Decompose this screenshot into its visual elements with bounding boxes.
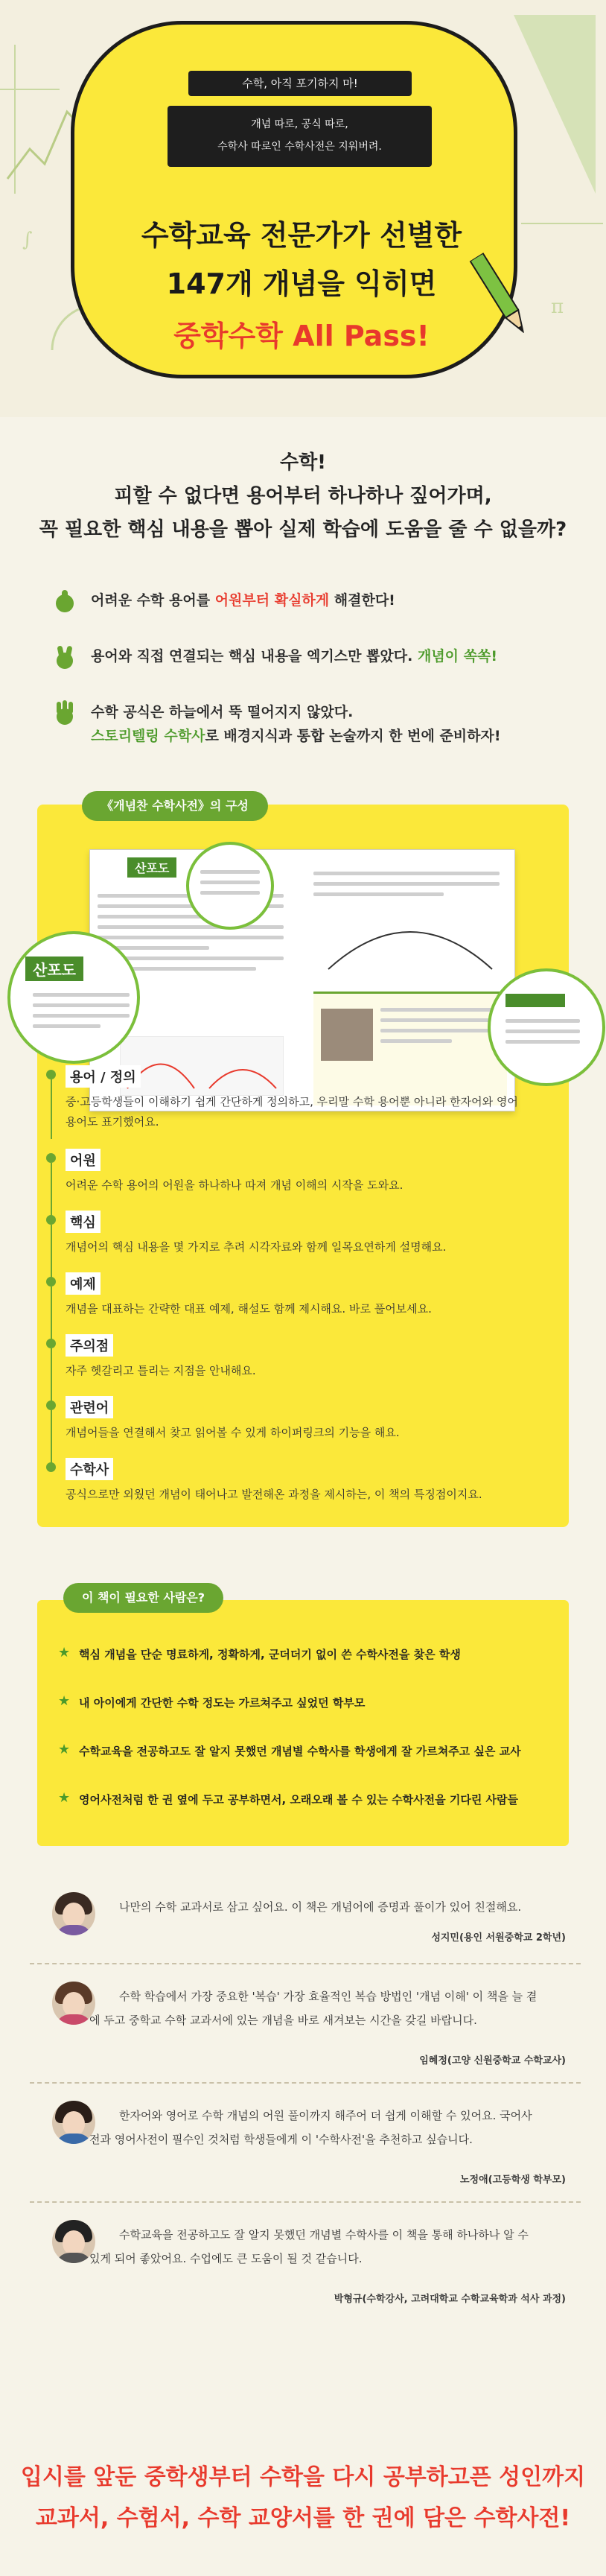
intro-line-3: 꼭 필요한 핵심 내용을 뽑아 실제 학습에 도움을 줄 수 없을까?: [39, 518, 567, 541]
final-line-1: 입시를 앞둔 중학생부터 수학을 다시 공부하고픈 성인까지: [20, 2464, 586, 2490]
item-label: 핵심: [66, 1211, 101, 1233]
who-line-4: ★ 영어사전처럼 한 권 옆에 두고 공부하면서, 오래오래 볼 수 있는 수학사전을 기다린 사람들: [58, 1790, 519, 1806]
svg-text:∫: ∫: [22, 229, 33, 251]
who-pill: 이 책이 필요한 사람은?: [63, 1583, 223, 1613]
star-icon: ★: [58, 1742, 71, 1757]
testimonial-text: 수학교육을 전공하고도 잘 알지 못했던 개념별 수학사를 이 책을 통해 하나하나 알 수 있게 되어 좋았어요. 수업에도 큰 도움이 될 것 같습니다.: [89, 2228, 529, 2265]
bullet-1-pre: 어려운 수학 용어를: [91, 592, 215, 609]
avatar: [52, 1892, 95, 1935]
testimonial-text: 나만의 수학 교과서로 삼고 싶어요. 이 책은 개념어에 증명과 풀이가 있어 친절해요.: [119, 1900, 522, 1914]
book-bell-curve: [321, 917, 500, 977]
hero-tag-1: 수학, 아직 포기하지 마!: [188, 71, 412, 96]
item-desc: 개념어들을 연결해서 찾고 읽어볼 수 있게 하이퍼링크의 기능을 해요.: [66, 1426, 400, 1439]
bullet-1: [52, 589, 573, 612]
testimonial-4: [30, 2220, 581, 2324]
testimonial-text: 한자어와 영어로 수학 개념의 어원 풀이까지 해주어 더 쉽게 이해할 수 있어요. 국어사 전과 영어사전이 필수인 것처럼 학생들에게 이 '수학사전'을 추천하고 싶습니다.: [89, 2109, 532, 2146]
item-label: 주의점: [66, 1334, 113, 1357]
hero-title-line1: 수학교육 전문가가 선별한: [141, 219, 462, 252]
bullet-2-highlight: 개념이 쏙쏙!: [417, 648, 498, 664]
item-label: 어원: [66, 1149, 101, 1171]
item-desc: 자주 헷갈리고 틀리는 지점을 안내해요.: [66, 1364, 256, 1377]
structure-item-term: [66, 1065, 527, 1132]
who-line-2: ★ 내 아이에게 간단한 수학 정도는 가르쳐주고 싶었던 학부모: [58, 1693, 366, 1710]
testimonial-author: 박형규(수학강사, 고려대학교 수학교육학과 석사 과정): [334, 2294, 566, 2305]
item-desc: 개념어의 핵심 내용을 몇 가지로 추려 시각자료와 함께 일목요연하게 설명해요.: [66, 1240, 447, 1254]
victory-hand-icon: [52, 644, 77, 670]
testimonial-author: 성지민(용인 서원중학교 2학년): [431, 1932, 566, 1944]
intro-line-1: 수학!: [279, 451, 327, 474]
bullet-3: [52, 700, 573, 748]
divider: [30, 2082, 581, 2084]
testimonial-text: 수학 학습에서 가장 중요한 '복습' 가장 효율적인 복습 방법인 '개념 이해' 이 책을 늘 곁 에 두고 중학교 수학 교과서에 있는 개념을 바로 새겨보는 시간을 갖길 바랍니다.: [89, 1990, 538, 2027]
item-label: 수학사: [66, 1458, 113, 1480]
hero-tag-2-line2: 수학사 따로인 수학사전은 지워버려.: [217, 141, 382, 153]
structure-item-caution: [66, 1334, 527, 1381]
item-desc: 공식으로만 외웠던 개념이 태어나고 발전해온 과정을 제시하는, 이 책의 특징점이지요.: [66, 1488, 482, 1501]
bullet-3-post: 로 배경지식과 통합 논술까지 한 번에 준비하자!: [205, 728, 501, 744]
bullet-2-pre: 용어와 직접 연결되는 핵심 내용을 엑기스만 뽑았다.: [91, 648, 418, 664]
intro-line-2: 피할 수 없다면 용어부터 하나하나 짚어가며,: [114, 485, 492, 507]
structure-pill: 《개념찬 수학사전》의 구성: [82, 791, 268, 821]
bullet-1-post: 해결한다!: [329, 592, 395, 609]
testimonial-author: 임혜정(고양 신원중학교 수학교사): [419, 2055, 566, 2066]
testimonial-2: [30, 1982, 581, 2086]
star-icon: ★: [58, 1790, 71, 1806]
book-entry-title: 산포도: [127, 857, 176, 878]
who-box: [37, 1600, 569, 1846]
bullet-2: [52, 644, 573, 668]
callout-term: [7, 931, 140, 1064]
three-fingers-icon: [52, 700, 77, 726]
hero-tag-2-line1: 개념 따로, 공식 따로,: [251, 118, 348, 130]
item-label: 용어 / 정의: [66, 1065, 141, 1088]
structure-item-related: [66, 1396, 527, 1443]
who-line-1: ★ 핵심 개념을 단순 명료하게, 정확하게, 군더더기 없이 쓴 수학사전을 찾은 학생: [58, 1645, 461, 1661]
divider: [30, 2201, 581, 2203]
divider: [30, 1963, 581, 1964]
book-text-right: [313, 865, 500, 903]
star-icon: ★: [58, 1645, 71, 1660]
item-desc: 중·고등학생들이 이해하기 쉽게 간단하게 정의하고, 우리말 수학 용어뿐 아니라 한자어와 영어 용어도 표기했어요.: [66, 1095, 518, 1129]
hero-banner: [0, 0, 606, 417]
callout-etymology: [186, 842, 274, 930]
final-line-2: 교과서, 수험서, 수학 교양서를 한 권에 담은 수학사전!: [35, 2505, 571, 2531]
who-line-3: ★ 수학교육을 전공하고도 잘 알지 못했던 개념별 수학사를 학생에게 잘 가르쳐주고 싶은 교사: [58, 1742, 521, 1758]
bullet-3-line1: 수학 공식은 하늘에서 뚝 떨어지지 않았다.: [91, 704, 354, 720]
structure-item-etymology: [66, 1149, 527, 1196]
svg-text:π: π: [551, 296, 564, 318]
portrait-image: [321, 1009, 373, 1061]
item-desc: 어려운 수학 용어의 어원을 하나하나 따져 개념 이해의 시작을 도와요.: [66, 1178, 404, 1192]
hero-title-line3: 중학수학 All Pass!: [173, 320, 430, 352]
star-icon: ★: [58, 1693, 71, 1709]
hero-tag-2: [168, 106, 432, 167]
testimonial-author: 노정애(고등학생 학부모): [460, 2174, 566, 2186]
bullet-1-highlight: 어원부터 확실하게: [214, 592, 330, 609]
bullet-3-highlight: 스토리텔링 수학사: [91, 728, 205, 744]
structure-item-core: [66, 1211, 527, 1257]
structure-item-history: [66, 1458, 527, 1505]
item-label: 관련어: [66, 1396, 113, 1418]
testimonial-1: [30, 1892, 581, 1967]
testimonial-3: [30, 2101, 581, 2205]
callout-term-title: 산포도: [25, 957, 83, 981]
item-desc: 개념을 대표하는 간략한 대표 예제, 해설도 함께 제시해요. 바로 풀어보세요.: [66, 1302, 432, 1316]
item-label: 예제: [66, 1272, 101, 1295]
pointing-hand-icon: [52, 589, 77, 614]
structure-item-example: [66, 1272, 527, 1319]
hero-title-line2: 147개 개념을 익히면: [166, 267, 437, 300]
